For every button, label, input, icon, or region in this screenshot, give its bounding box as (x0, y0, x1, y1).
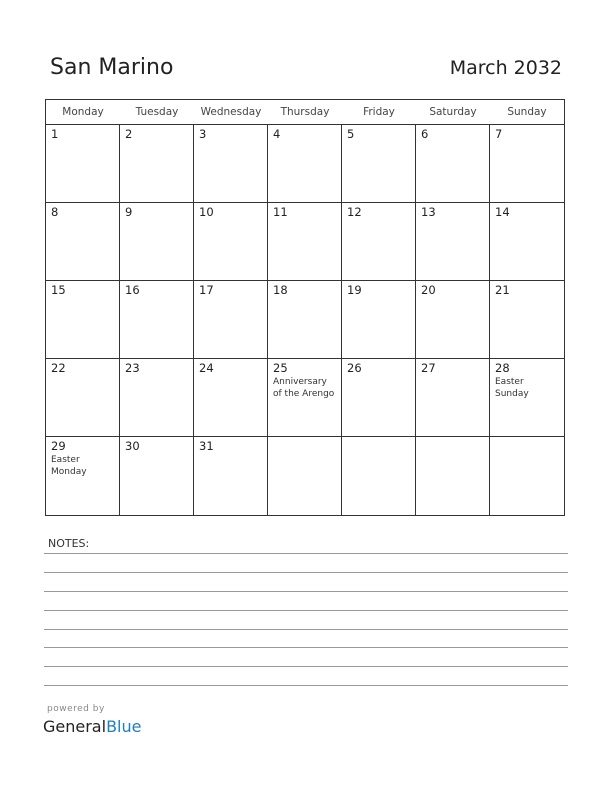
day-cell (342, 203, 416, 281)
day-cell (46, 203, 120, 281)
day-cell (490, 281, 564, 359)
powered-by: powered by (47, 704, 105, 714)
country-title: San Marino (50, 55, 174, 80)
weekday-thursday: Thursday (280, 106, 330, 118)
day-cell (120, 203, 194, 281)
day-cell (268, 281, 342, 359)
day-number: 6 (421, 127, 429, 141)
day-number: 18 (273, 283, 288, 297)
day-number: 9 (125, 205, 133, 219)
notes-line (44, 553, 568, 554)
holiday-label: Easter Monday (51, 455, 87, 477)
day-number: 14 (495, 205, 510, 219)
day-number: 24 (199, 361, 214, 375)
day-number: 5 (347, 127, 355, 141)
day-cell (268, 125, 342, 203)
weekday-sunday: Sunday (507, 106, 547, 118)
day-cell (120, 281, 194, 359)
day-number: 13 (421, 205, 436, 219)
day-cell (416, 281, 490, 359)
day-number: 10 (199, 205, 214, 219)
weekday-saturday: Saturday (429, 106, 477, 118)
notes-line (44, 666, 568, 667)
day-cell (46, 359, 120, 437)
day-number: 19 (347, 283, 362, 297)
day-cell (416, 437, 490, 515)
notes-line (44, 610, 568, 611)
day-number: 25 (273, 361, 288, 375)
day-number: 21 (495, 283, 510, 297)
day-cell (46, 281, 120, 359)
day-number: 15 (51, 283, 66, 297)
day-number: 16 (125, 283, 140, 297)
day-cell (120, 125, 194, 203)
month-title: March 2032 (449, 57, 562, 79)
day-number: 28 (495, 361, 510, 375)
notes-line (44, 572, 568, 573)
logo-blue: Blue (106, 717, 142, 736)
day-cell (46, 125, 120, 203)
day-cell (194, 359, 268, 437)
day-cell (416, 125, 490, 203)
notes-line (44, 591, 568, 592)
weekday-monday: Monday (62, 106, 104, 118)
day-number: 11 (273, 205, 288, 219)
day-cell (490, 125, 564, 203)
day-cell (268, 437, 342, 515)
day-number: 4 (273, 127, 281, 141)
day-cell (342, 437, 416, 515)
day-number: 8 (51, 205, 59, 219)
day-number: 30 (125, 439, 140, 453)
day-number: 7 (495, 127, 503, 141)
weekday-friday: Friday (363, 106, 395, 118)
generalblue-logo (43, 717, 141, 736)
day-cell (194, 125, 268, 203)
day-cell (268, 203, 342, 281)
day-grid (46, 125, 564, 515)
day-number: 17 (199, 283, 214, 297)
weekday-wednesday: Wednesday (200, 106, 262, 118)
day-cell (416, 359, 490, 437)
day-cell (194, 437, 268, 515)
day-cell (194, 203, 268, 281)
day-cell (194, 281, 268, 359)
day-number: 1 (51, 127, 59, 141)
day-cell (490, 359, 564, 437)
notes-line (44, 647, 568, 648)
day-cell (120, 437, 194, 515)
day-number: 3 (199, 127, 207, 141)
notes-line (44, 629, 568, 630)
notes-label: NOTES: (48, 537, 90, 550)
weekday-header (46, 100, 564, 125)
day-cell (490, 203, 564, 281)
day-number: 29 (51, 439, 66, 453)
day-number: 31 (199, 439, 214, 453)
day-cell (120, 359, 194, 437)
day-number: 23 (125, 361, 140, 375)
day-cell (268, 359, 342, 437)
day-cell (416, 203, 490, 281)
logo-general: General (43, 717, 107, 736)
day-cell (490, 437, 564, 515)
day-number: 2 (125, 127, 133, 141)
day-number: 22 (51, 361, 66, 375)
day-number: 26 (347, 361, 362, 375)
day-cell (46, 437, 120, 515)
notes-line (44, 685, 568, 686)
holiday-label: Easter Sunday (495, 377, 529, 399)
day-cell (342, 125, 416, 203)
day-number: 20 (421, 283, 436, 297)
day-cell (342, 359, 416, 437)
day-number: 12 (347, 205, 362, 219)
calendar-grid (45, 99, 565, 516)
day-cell (342, 281, 416, 359)
weekday-tuesday: Tuesday (135, 106, 179, 118)
holiday-label: Anniversary of the Arengo (273, 377, 335, 399)
day-number: 27 (421, 361, 436, 375)
